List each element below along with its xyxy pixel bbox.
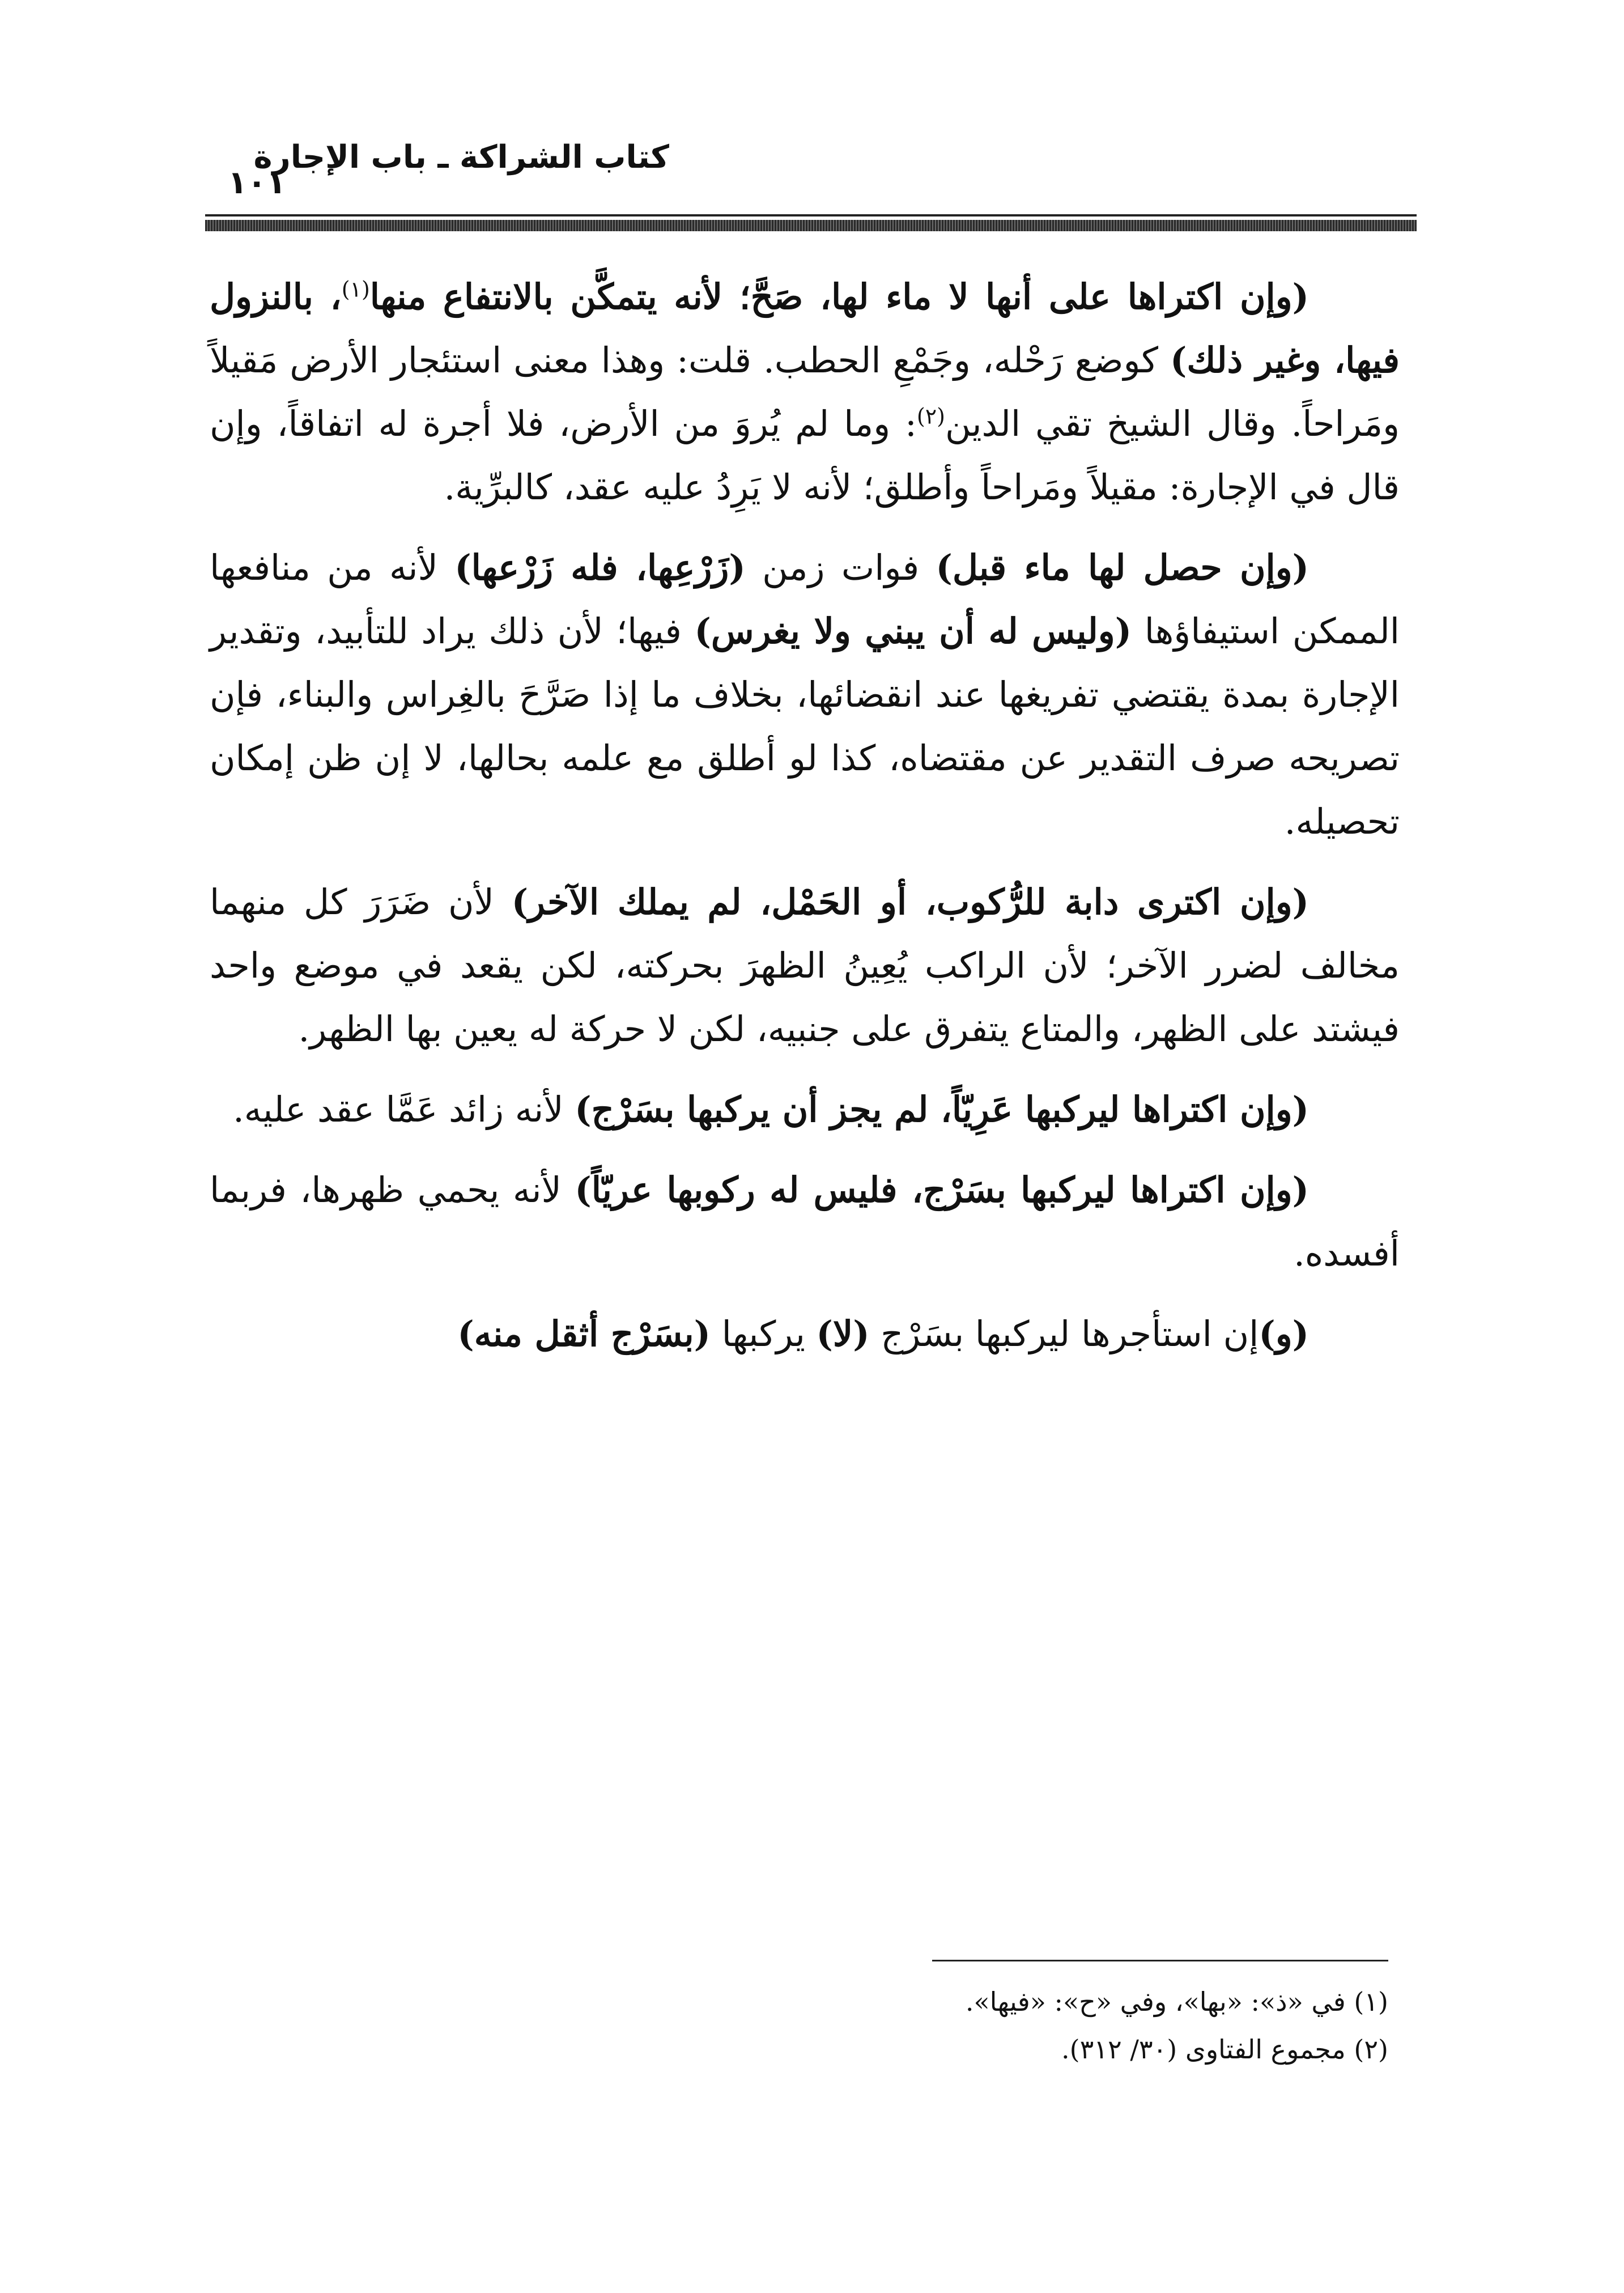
- matn-text: (وليس له أن يبني ولا يغرس): [694, 610, 1132, 652]
- matn-text: (و): [1259, 1313, 1309, 1354]
- commentary-text: لأنه يحمي ظهرها، فربما أفسده.: [210, 1169, 1400, 1274]
- commentary-text: : وما لم يُروَ من الأرض، فلا أجرة له اتفاقاً، وإن قال في الإجارة: مقيلاً ومَراحاً وأطلق؛ لأنه لا يَرِدُ عليه عقد، كالبرِّية.: [210, 403, 1400, 508]
- paragraph-5: [210, 1158, 1400, 1285]
- matn-text: (وإن اكتراها ليركبها بسَرْج، فليس له ركوبها عريّاً): [575, 1169, 1309, 1211]
- paragraph-1: [210, 265, 1400, 519]
- footnote-marker-1: (١): [341, 277, 370, 302]
- commentary-text: إن استأجرها ليركبها بسَرْج: [869, 1313, 1259, 1354]
- footnote-2: (٢) مجموع الفتاوى (٣٠/ ٣١٢).: [1061, 2034, 1388, 2065]
- footnotes: [595, 1978, 1388, 2073]
- paragraph-2: [210, 536, 1400, 853]
- paragraph-3: [210, 871, 1400, 1061]
- matn-text: (زَرْعِها، فله زَرْعها): [454, 547, 746, 588]
- matn-text: (لا): [816, 1313, 870, 1354]
- header-rule-line: [205, 214, 1417, 216]
- commentary-text: كوضع رَحْله، وجَمْعِ الحطب. قلت: وهذا معنى استئجار الأرض مَقيلاً ومَراحاً. وقال الشيخ تقي الدين: [210, 339, 1400, 444]
- matn-text: (وإن اكتراها على أنها لا ماء لها، صَحَّ؛ لأنه يتمكَّن بالانتفاع منها: [369, 276, 1309, 317]
- paragraph-6: [210, 1302, 1400, 1366]
- commentary-text: لأنه من منافعها الممكن استيفاؤها: [210, 547, 1400, 652]
- main-text: [210, 265, 1400, 1383]
- matn-text: (بسَرْج أثقل منه): [457, 1313, 711, 1354]
- matn-text: ، بالنزول فيها، وغير ذلك): [210, 276, 1400, 381]
- commentary-text: لأن ضَرَرَ كل منهما مخالف لضرر الآخر؛ لأن الراكب يُعِينُ الظهرَ بحركته، لكن يقعد في موضع واحد فيشتد على الظهر، والمتاع يتفرق على جنبيه، لكن لا حركة له يعين بها الظهر.: [210, 881, 1400, 1050]
- running-header-title: كتاب الشراكة ـ باب الإجارة: [253, 139, 669, 176]
- matn-text: (وإن اكتراها ليركبها عَرِيّاً، لم يجز أن يركبها بسَرْج): [575, 1089, 1309, 1130]
- page-number: ١٠١: [228, 164, 286, 201]
- paragraph-4: [210, 1078, 1400, 1141]
- commentary-text: فيها؛ لأن ذلك يراد للتأبيد، وتقدير الإجارة بمدة يقتضي تفريغها عند انقضائها، بخلاف ما إذا صَرَّحَ بالغِراس والبناء، فإن تصريحه صرف التقدير عن مقتضاه، كذا لو أطلق مع علمه بحالها، لا إن ظن إمكان تحصيله.: [210, 610, 1400, 842]
- commentary-text: فوات زمن: [745, 547, 936, 588]
- footnote-1: (١) في «ذ»: «بها»، وفي «ح»: «فيها».: [965, 1986, 1388, 2017]
- commentary-text: لأنه زائد عَمَّا عقد عليه.: [233, 1089, 575, 1130]
- matn-text: (وإن حصل لها ماء قبل): [936, 547, 1310, 588]
- commentary-text: يركبها: [710, 1313, 817, 1354]
- footnote-separator: [932, 1960, 1388, 1961]
- matn-text: (وإن اكترى دابة للرُّكوب، أو الحَمْل، لم يملك الآخر): [511, 881, 1309, 923]
- footnote-marker-2: (٢): [916, 404, 945, 429]
- header-rule: [205, 220, 1417, 231]
